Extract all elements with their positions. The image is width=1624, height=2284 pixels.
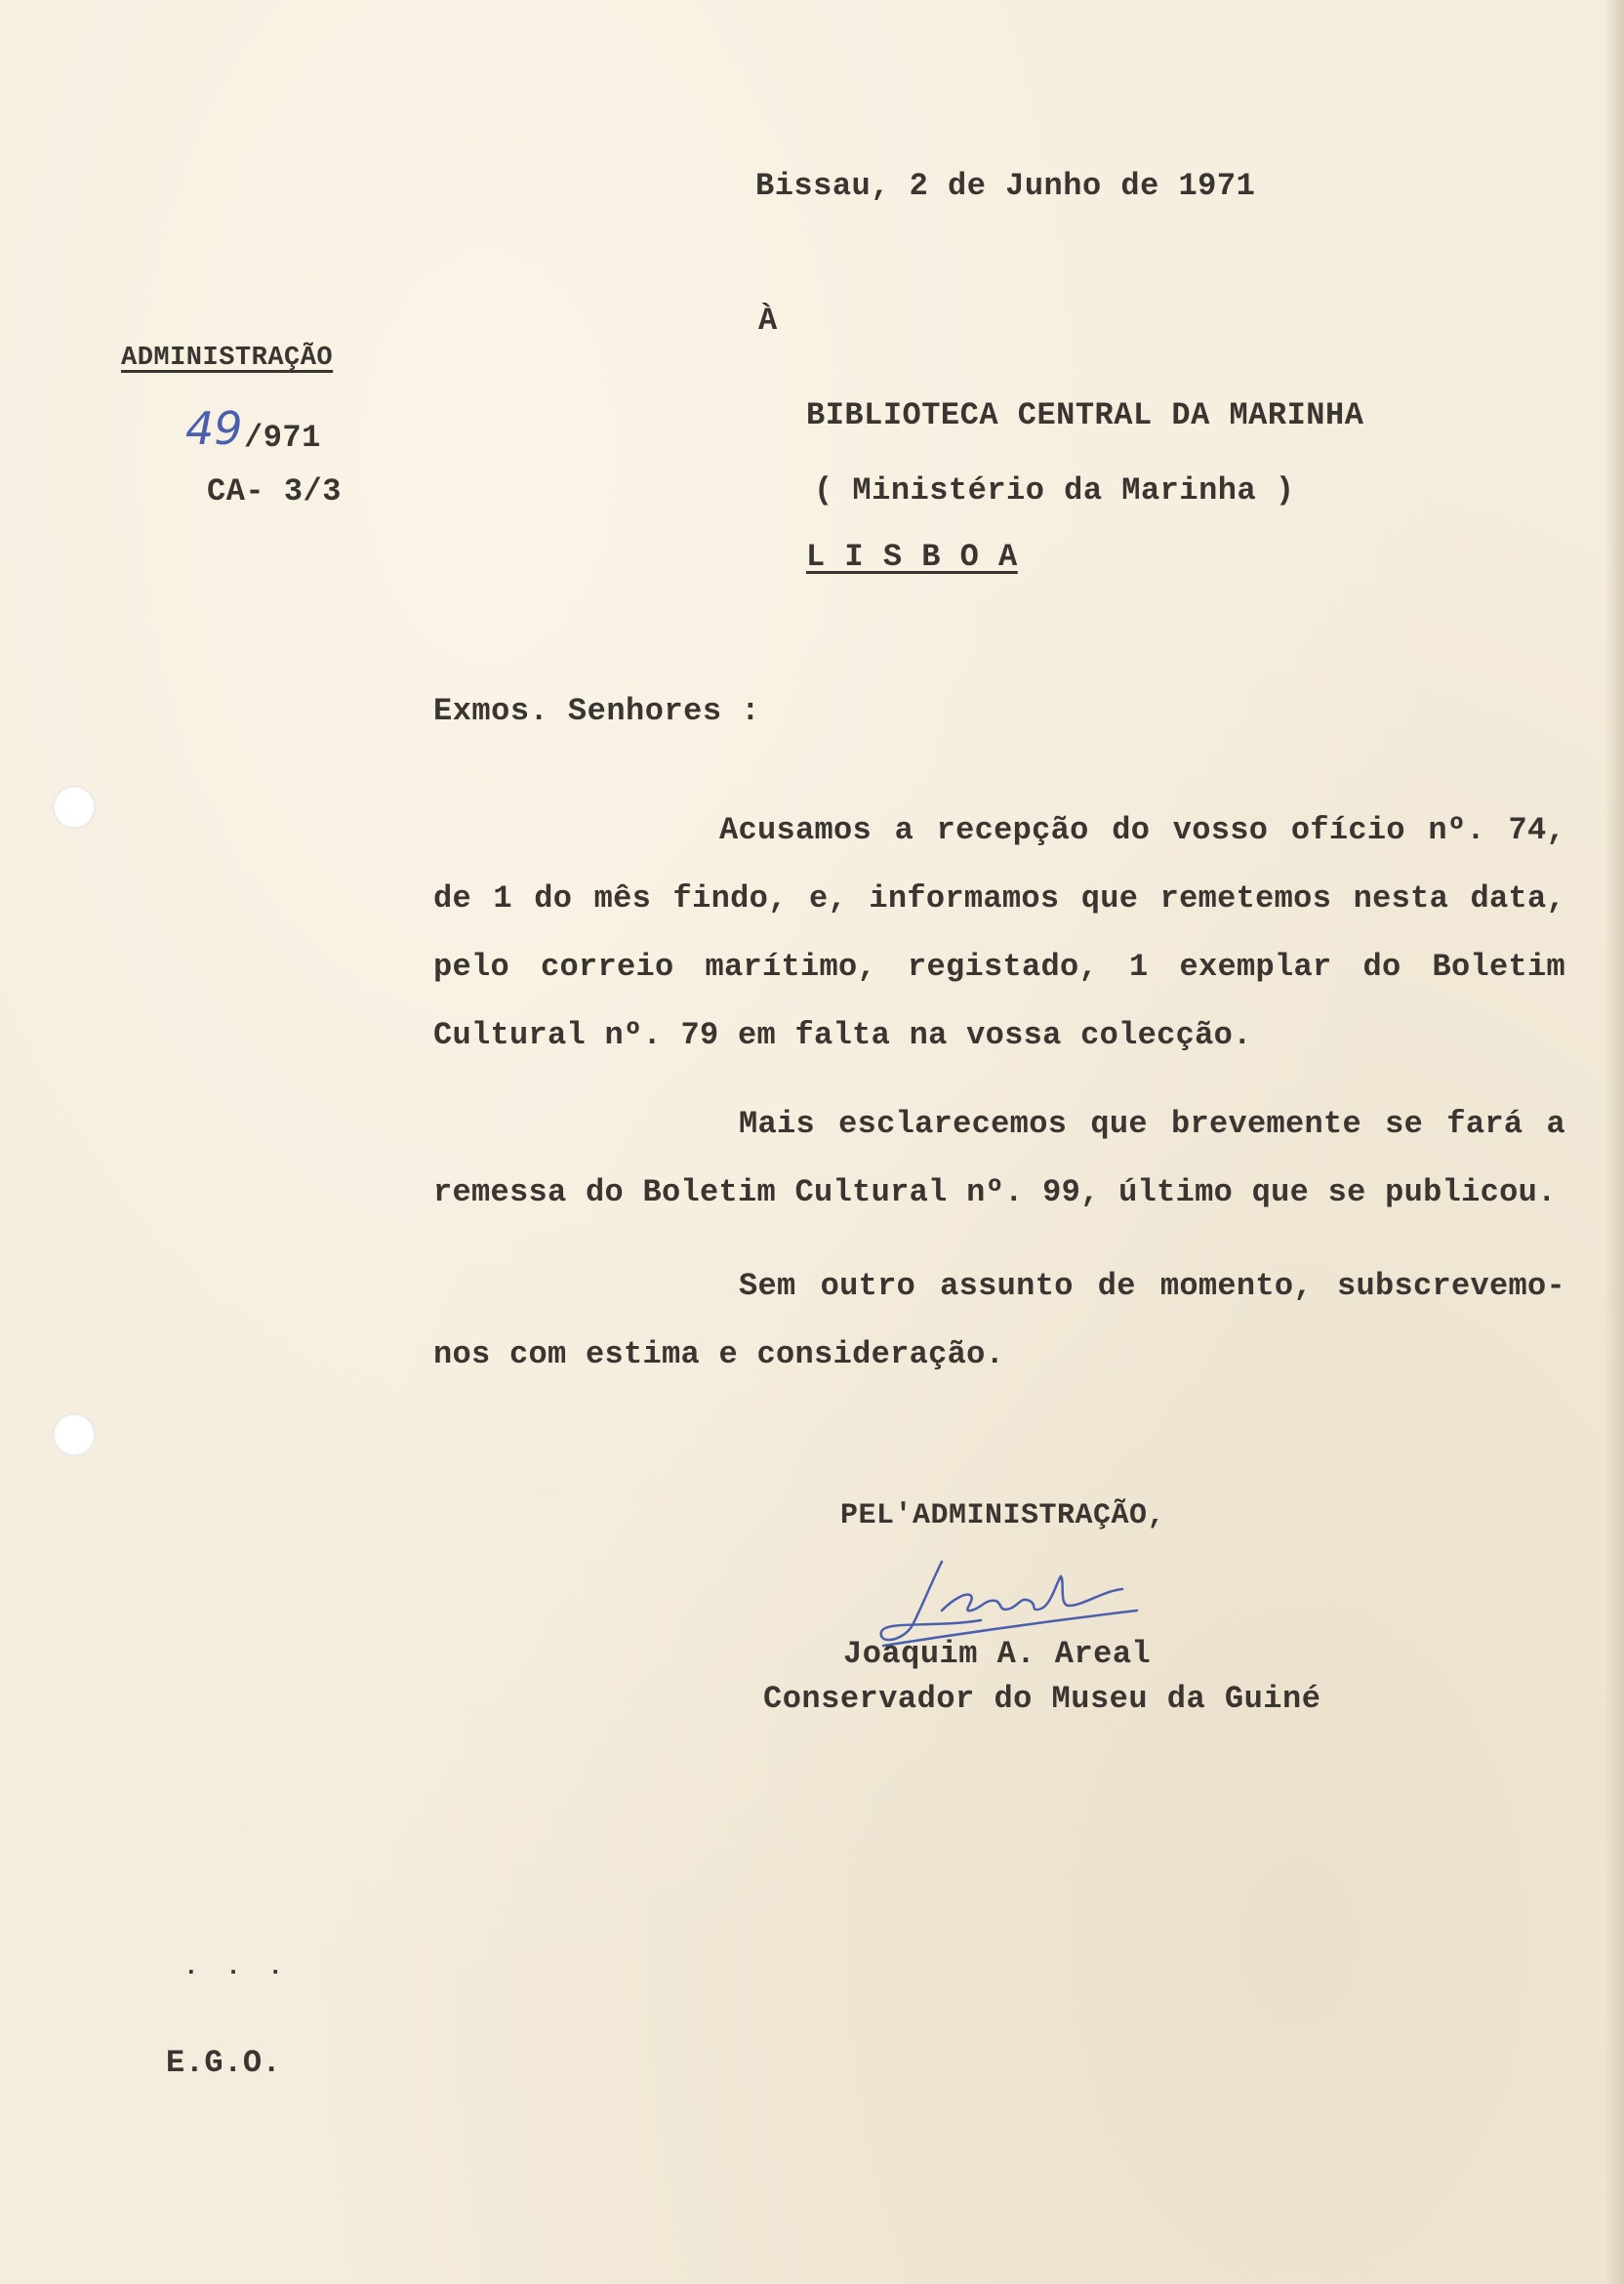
handwritten-signature (873, 1552, 1147, 1650)
recipient-city: L I S B O A (806, 539, 1018, 575)
body-paragraph-1: Acusamos a recepção do vosso ofício nº. 74, de 1 do mês findo, e, informamos que remetemos nesta data, pelo correio marítimo, registado, 1 exemplar do Boletim Cultural nº. 79 em falta na vossa colecção. (433, 812, 1565, 1053)
recipient-prefix: À (758, 303, 778, 339)
punch-hole-top (53, 786, 96, 829)
salutation: Exmos. Senhores : (433, 693, 760, 729)
reference-code: CA- 3/3 (207, 473, 342, 510)
reference-department: ADMINISTRAÇÃO (121, 344, 334, 373)
recipient-name: BIBLIOTECA CENTRAL DA MARINHA (806, 397, 1364, 433)
place-date: Bissau, 2 de Junho de 1971 (755, 168, 1256, 204)
punch-hole-bottom (53, 1413, 96, 1456)
sign-off: PEL'ADMINISTRAÇÃO, (840, 1499, 1166, 1532)
footer-initials: E.G.O. (166, 2045, 282, 2081)
signatory-name: Joaquim A. Areal (843, 1636, 1152, 1672)
body-paragraph-3: Sem outro assunto de momento, subscrevemo-nos com estima e consideração. (433, 1268, 1565, 1372)
paper-edge-shadow (1604, 0, 1624, 2284)
reference-number-handwritten: 49 (185, 402, 243, 455)
reference-number-year: /971 (244, 420, 321, 456)
body-paragraph-2: Mais esclarecemos que brevemente se fará a remessa do Boletim Cultural nº. 99, último que se publicou. (433, 1106, 1565, 1210)
footer-dots: . . . (183, 1952, 290, 1981)
recipient-ministry: ( Ministério da Marinha ) (814, 472, 1295, 509)
signatory-title: Conservador do Museu da Guiné (763, 1681, 1321, 1717)
